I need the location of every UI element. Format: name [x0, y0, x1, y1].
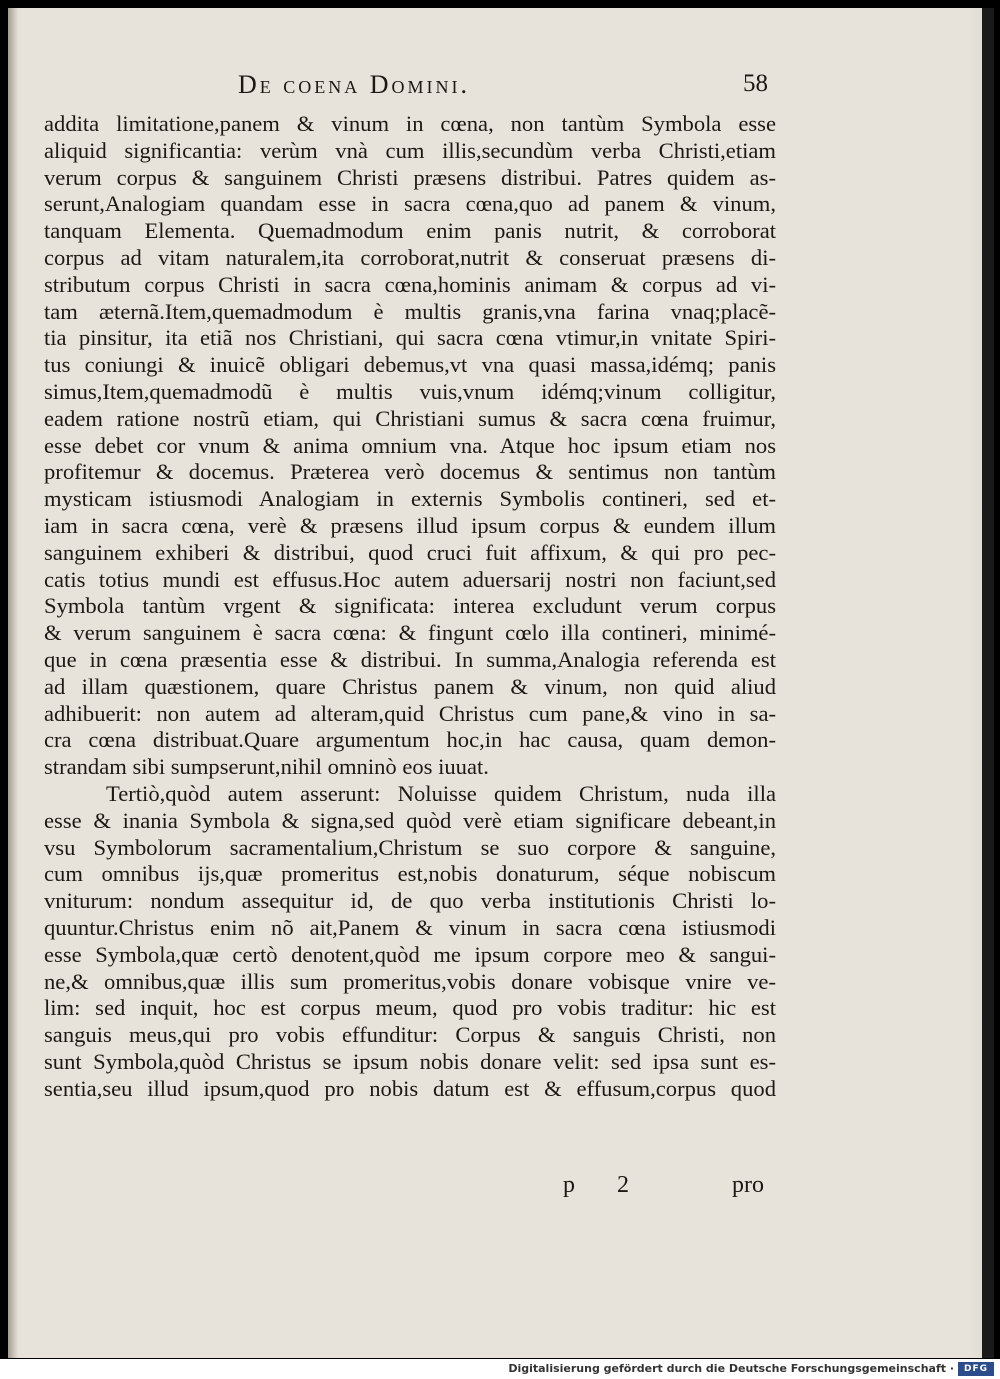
text-line: tia pinsitur, ita etiã nos Christiani, qui sacra cœna vtimur,in vnitate Spiri- — [44, 325, 776, 351]
text-line: esse debet cor vnum & anima omnium vna. Atque hoc ipsum etiam nos — [44, 432, 776, 458]
text-line: ne,& omnibus,quæ illis sum promeritus,vobis donare vobisque vnire ve- — [44, 968, 776, 994]
text-line: tam æternã.Item,quemadmodum è multis granis,vna farina vnaq;placẽ- — [44, 298, 776, 324]
gutter-shadow — [8, 8, 18, 1358]
text-line: stributum corpus Christi in sacra cœna,hominis animam & corpus ad vi- — [44, 271, 776, 297]
text-line: vniturum: nondum assequitur id, de quo verba institutionis Christi lo- — [44, 888, 776, 914]
scan-edge-strip — [982, 8, 994, 1358]
text-line: tus coniungi & inuicẽ obligari debemus,vt vna quasi massa,idémq; panis — [44, 352, 776, 378]
text-line: sanguis meus,qui pro vobis effunditur: Corpus & sanguis Christi, non — [44, 1022, 776, 1048]
dfg-logo-icon[interactable]: DFG — [958, 1362, 994, 1376]
text-line: Symbola tantùm vrgent & significata: interea excludunt verum corpus — [44, 593, 776, 619]
text-line: cra cœna distribuat.Quare argumentum hoc,in hac causa, quam demon- — [44, 727, 776, 753]
text-line: & verum sanguinem è sacra cœna: & fingunt cœlo illa contineri, minimé- — [44, 620, 776, 646]
text-line: strandam sibi sumpserunt,nihil omninò eos iuuat. — [44, 754, 489, 780]
text-line: mysticam istiusmodi Analogiam in externis Symbolis contineri, sed et- — [44, 486, 776, 512]
text-line: catis totius mundi est effusus.Hoc autem aduersarij nostri non faciunt,sed — [44, 566, 776, 592]
text-line: iam in sacra cœna, verè & præsens illud ipsum corpus & eundem illum — [44, 512, 776, 538]
text-block — [44, 111, 776, 1102]
text-line: addita limitatione,panem & vinum in cœna, non tantùm Symbola esse — [44, 111, 776, 136]
text-line: serunt,Analogiam quandam esse in sacra cœna,quo ad panem & vinum, — [44, 191, 776, 217]
running-title: De coena Domini. — [238, 70, 471, 99]
text-line: corpus ad vitam naturalem,ita corroborat,nutrit & conseruat præsens di- — [44, 244, 776, 270]
text-line: cum omnibus ijs,quæ promeritus est,nobis donaturum, séque nobiscum — [44, 861, 776, 887]
text-line: lim: sed inquit, hoc est corpus meum, quod pro vobis traditur: hic est — [44, 995, 776, 1021]
page-footer — [8, 1168, 994, 1208]
text-line: aliquid significantia: verùm vnà cum illis,secundùm verba Christi,etiam — [44, 137, 776, 163]
funding-credit[interactable]: Digitalisierung gefördert durch die Deutsche Forschungsgemeinschaft · — [508, 1362, 954, 1375]
catchword: pro — [732, 1172, 764, 1198]
text-line: quuntur.Christus enim nõ ait,Panem & vinum in sacra cœna istiusmodi — [44, 914, 776, 940]
paragraph-start-line: Tertiò,quòd autem asserunt: Noluisse quidem Christum, nuda illa — [106, 780, 776, 806]
text-line: que in cœna præsentia esse & distribui. In summa,Analogia referenda est — [44, 646, 776, 672]
text-line: sentia,seu illud ipsum,quod pro nobis datum est & effusum,corpus quod — [44, 1075, 776, 1101]
folio-number: 58 — [743, 70, 768, 97]
text-line: simus,Item,quemadmodũ è multis vuis,vnum idémq;vinum colligitur, — [44, 378, 776, 404]
text-line: tanquam Elementa. Quemadmodum enim panis nutrit, & corroborat — [44, 218, 776, 244]
text-line: sunt Symbola,quòd Christus se ipsum nobis donare velit: sed ipsa sunt es- — [44, 1048, 776, 1074]
text-line: adhibuerit: non autem ad alteram,quid Christus cum pane,& vino in sa- — [44, 700, 776, 726]
text-line: ad illam quæstionem, quare Christus panem & vinum, non quid aliud — [44, 673, 776, 699]
text-line: profitemur & docemus. Præterea verò docemus & sentimus non tantùm — [44, 459, 776, 485]
text-line: vsu Symbolorum sacramentalium,Christum se suo corpore & sanguine, — [44, 834, 776, 860]
text-line: sanguinem exhiberi & distribui, quod cruci fuit affixum, & qui pro pec- — [44, 539, 776, 565]
running-head — [238, 70, 778, 106]
text-line: esse & inania Symbola & signa,sed quòd verè etiam significare debeant,in — [44, 807, 776, 833]
signature-mark: p 2 — [563, 1172, 647, 1198]
credit-bar — [0, 1359, 1000, 1379]
text-line: eadem ratione nostrũ etiam, qui Christiani sumus & sacra cœna fruimur, — [44, 405, 776, 431]
book-page — [8, 8, 994, 1358]
text-line: verum corpus & sanguinem Christi præsens distribui. Patres quidem as- — [44, 164, 776, 190]
text-line: esse Symbola,quæ certò denotent,quòd me ipsum corpore meo & sangui- — [44, 941, 776, 967]
